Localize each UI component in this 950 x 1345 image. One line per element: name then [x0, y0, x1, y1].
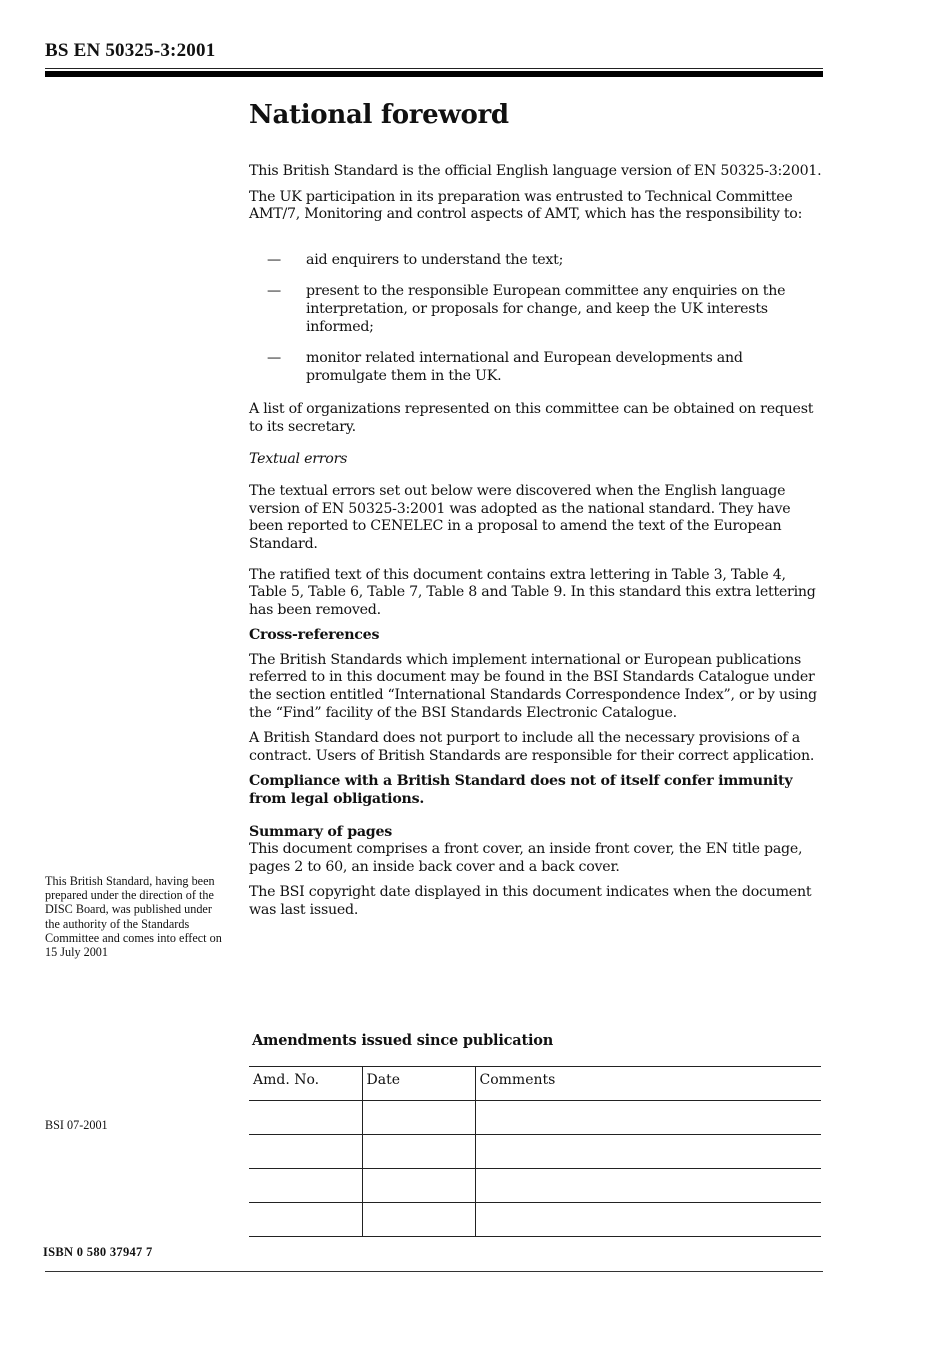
textual-errors-heading: Textual errors — [249, 450, 348, 467]
table-cell — [249, 1203, 362, 1237]
table-cell — [362, 1135, 475, 1169]
list-dash: — — [267, 283, 281, 300]
column-header-comments: Comments — [475, 1067, 821, 1101]
list-dash: — — [267, 350, 281, 367]
cross-references-paragraph-1: The British Standards which implement international or European publications referred to in this document may be found in the BSI Standards Catalogue under the section entitled “International Standards Correspondence Index”, or by using the “Find” facility of the BSI Standards Electronic Catalogue. — [249, 651, 817, 721]
header-thick-rule — [45, 71, 823, 77]
table-cell — [249, 1101, 362, 1135]
publication-sidenote: This British Standard, having been prepared under the direction of the DISC Board, was published under the authority of the Standards Committee and comes into effect on 15 July 2001 — [45, 874, 222, 960]
document-id: BS EN 50325-3:2001 — [45, 40, 216, 61]
responsibilities-list — [249, 252, 823, 386]
table-cell — [475, 1169, 821, 1203]
table-row — [249, 1101, 821, 1135]
list-item — [249, 283, 823, 336]
table-cell — [362, 1203, 475, 1237]
bsi-code: BSI 07-2001 — [45, 1118, 108, 1132]
cross-references-heading: Cross-references — [249, 627, 380, 644]
list-item — [249, 252, 823, 270]
isbn: ISBN 0 580 37947 7 — [43, 1245, 153, 1259]
list-dash: — — [267, 251, 281, 268]
table-cell — [475, 1135, 821, 1169]
table-cell — [362, 1169, 475, 1203]
table-header-row — [249, 1067, 821, 1101]
header-thin-rule — [45, 68, 823, 69]
committee-note: A list of organizations represented on this committee can be obtained on request to its secretary. — [249, 401, 814, 435]
table-row — [249, 1135, 821, 1169]
amendments-table — [249, 1066, 821, 1237]
column-header-amd-no: Amd. No. — [249, 1067, 362, 1101]
table-cell — [475, 1203, 821, 1237]
list-item-text: monitor related international and European developments and promulgate them in the UK. — [306, 350, 743, 384]
table-row — [249, 1203, 821, 1237]
page-title: National foreword — [249, 100, 509, 130]
footer-rule — [45, 1271, 823, 1272]
intro-paragraph-2: The UK participation in its preparation was entrusted to Technical Committee AMT/7, Monitoring and control aspects of AMT, which has the responsibility to: — [249, 188, 803, 223]
intro-paragraph-1: This British Standard is the official English language version of EN 50325-3:2001. — [249, 163, 822, 179]
textual-errors-paragraph-1: The textual errors set out below were discovered when the English language version of EN 50325-3:2001 was adopted as the national standard. They have been reported to CENELEC in a proposal to amend the text of the European Standard. — [249, 483, 791, 552]
summary-heading: Summary of pages — [249, 823, 392, 840]
compliance-statement: Compliance with a British Standard does not of itself confer immunity from legal obligations. — [249, 773, 793, 808]
table-cell — [249, 1169, 362, 1203]
table-cell — [362, 1101, 475, 1135]
summary-paragraph-2: The BSI copyright date displayed in this document indicates when the document was last issued. — [249, 884, 812, 918]
amendments-title: Amendments issued since publication — [252, 1032, 554, 1049]
list-item-text: aid enquirers to understand the text; — [306, 251, 564, 268]
table-cell — [475, 1101, 821, 1135]
list-item-text: present to the responsible European committee any enquiries on the interpretation, or proposals for change, and keep the UK interests informed; — [306, 283, 786, 335]
list-item — [249, 350, 823, 385]
column-header-date: Date — [362, 1067, 475, 1101]
table-row — [249, 1169, 821, 1203]
main-content — [249, 163, 823, 928]
table-cell — [249, 1135, 362, 1169]
textual-errors-paragraph-2: The ratified text of this document contains extra lettering in Table 3, Table 4, Table 5, Table 6, Table 7, Table 8 and Table 9. In this standard this extra lettering has been removed. — [249, 566, 816, 618]
cross-references-paragraph-2: A British Standard does not purport to include all the necessary provisions of a contract. Users of British Standards are responsible for their correct application. — [249, 730, 815, 764]
summary-paragraph-1: This document comprises a front cover, an inside front cover, the EN title page, pages 2 to 60, an inside back cover and a back cover. — [249, 841, 803, 875]
